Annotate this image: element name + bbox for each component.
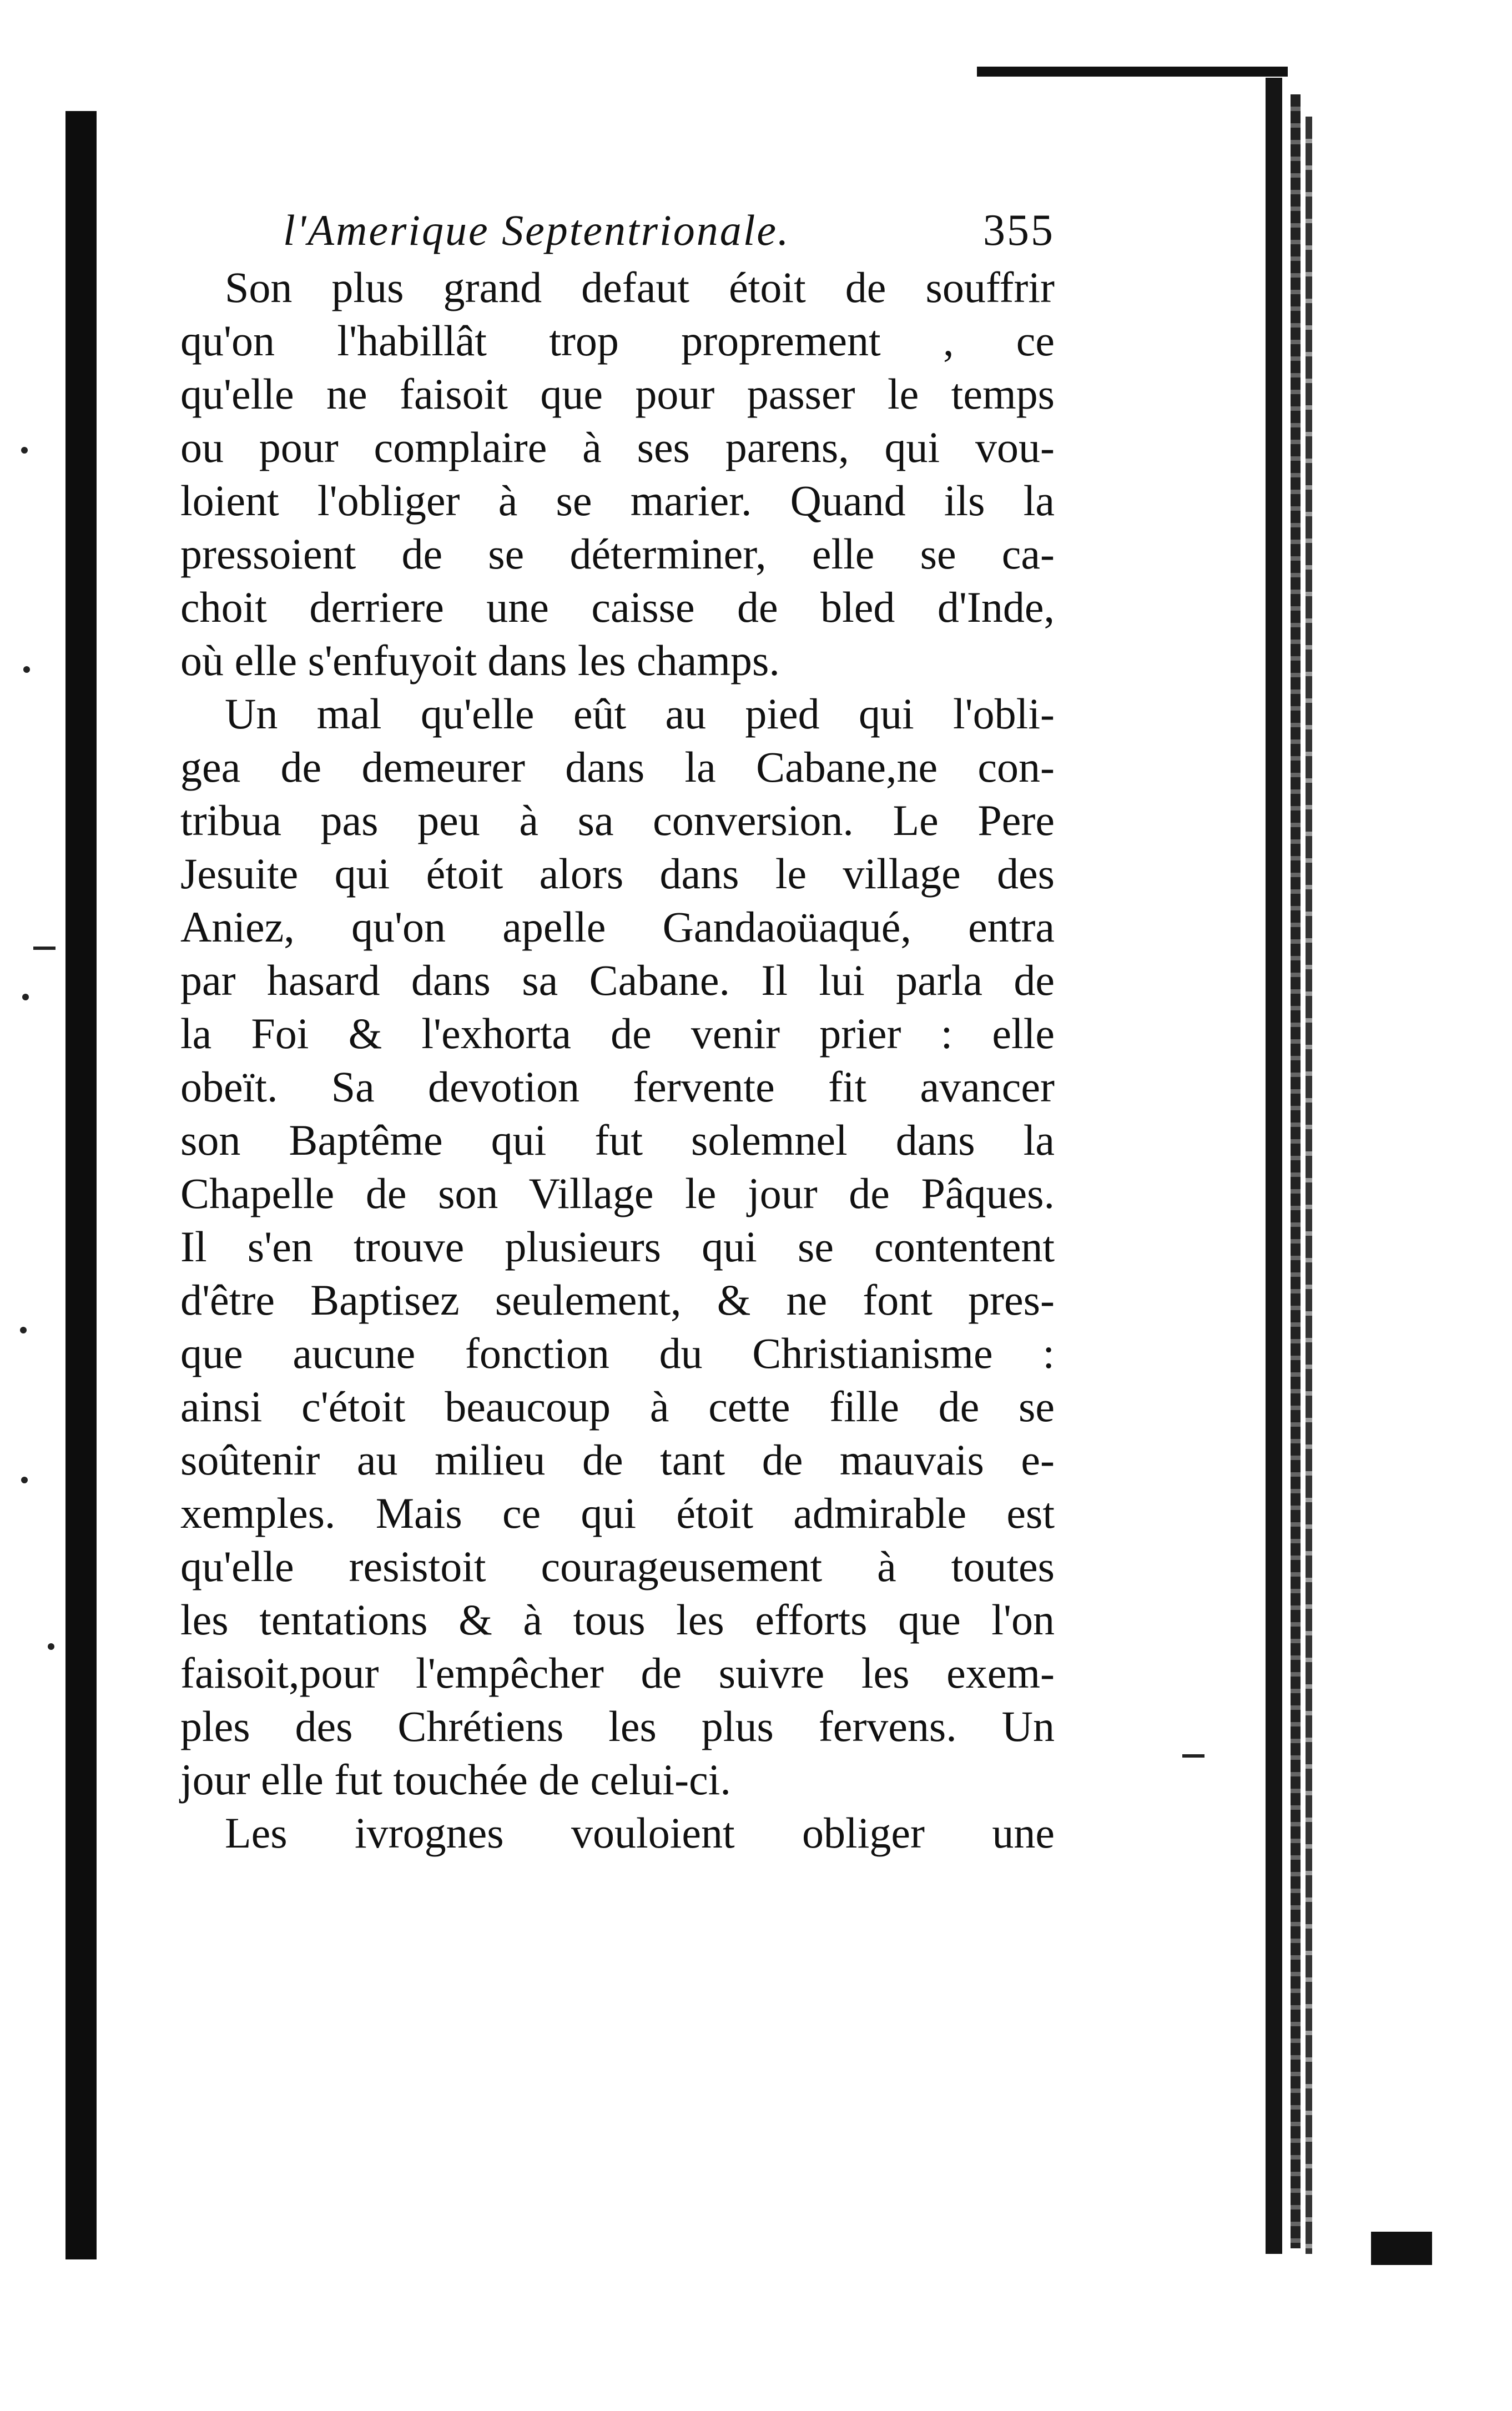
running-header	[180, 205, 1055, 261]
bottom-edge-mark	[1371, 2232, 1432, 2265]
text-line: ou pour complaire à ses parens, qui vou-	[180, 423, 1055, 471]
text-line: gea de demeurer dans la Cabane,ne con-	[180, 743, 1055, 791]
text-line: d'être Baptisez seulement, & ne font pres-	[180, 1276, 1055, 1324]
text-line: obeït. Sa devotion fervente fit avancer	[180, 1063, 1055, 1111]
text-line: choit derriere une caisse de bled d'Inde,	[180, 583, 1055, 631]
text-line: que aucune fonction du Christianisme :	[180, 1329, 1055, 1377]
page-edge-right	[1266, 78, 1282, 2254]
binding-shadow-left	[65, 111, 97, 2259]
text-line: qu'on l'habillât trop proprement , ce	[180, 316, 1055, 365]
text-line: par hasard dans sa Cabane. Il lui parla de	[180, 956, 1055, 1004]
text-line: qu'elle resistoit courageusement à toutes	[180, 1542, 1055, 1590]
page-number: 355	[983, 206, 1055, 255]
text-line: Chapelle de son Village le jour de Pâques.	[180, 1169, 1055, 1217]
text-line: soûtenir au milieu de tant de mauvais e-	[180, 1436, 1055, 1484]
text-line: son Baptême qui fut solemnel dans la	[180, 1116, 1055, 1164]
ink-speck	[48, 1643, 54, 1650]
text-line: xemples. Mais ce qui étoit admirable est	[180, 1489, 1055, 1537]
ink-speck	[21, 1477, 28, 1483]
text-line: Les ivrognes vouloient obliger une	[225, 1809, 1055, 1857]
text-line: Aniez, qu'on apelle Gandaoüaqué, entra	[180, 903, 1055, 951]
text-line: ples des Chrétiens les plus fervens. Un	[180, 1702, 1055, 1750]
text-line: la Foi & l'exhorta de venir prier : elle	[180, 1009, 1055, 1058]
text-line: tribua pas peu à sa conversion. Le Pere	[180, 796, 1055, 844]
running-title: l'Amerique Septentrionale.	[283, 206, 790, 254]
text-line: Jesuite qui étoit alors dans le village des	[180, 849, 1055, 898]
text-line: jour elle fut touchée de celui-ci.	[180, 1755, 731, 1804]
text-line: Il s'en trouve plusieurs qui se contentent	[180, 1222, 1055, 1271]
text-line: Un mal qu'elle eût au pied qui l'obli-	[225, 689, 1055, 738]
ink-dash	[33, 947, 56, 950]
ink-speck	[23, 666, 30, 673]
page-edge-right-stack	[1291, 94, 1301, 2248]
ink-speck	[21, 447, 28, 454]
text-line: ainsi c'étoit beaucoup à cette fille de se	[180, 1382, 1055, 1431]
text-line: Son plus grand defaut étoit de souffrir	[225, 263, 1055, 311]
page-edge-right-stack-outer	[1306, 117, 1312, 2254]
ink-dash	[1182, 1754, 1204, 1758]
text-line: où elle s'enfuyoit dans les champs.	[180, 636, 780, 684]
text-line: les tentations & à tous les efforts que l'on	[180, 1595, 1055, 1644]
text-line: faisoit,pour l'empêcher de suivre les exem-	[180, 1649, 1055, 1697]
ink-speck	[22, 994, 29, 1000]
top-edge-rule	[977, 67, 1288, 77]
ink-speck	[20, 1327, 27, 1333]
page-text	[180, 205, 1055, 1860]
text-line: qu'elle ne faisoit que pour passer le temps	[180, 370, 1055, 418]
text-line: loient l'obliger à se marier. Quand ils la	[180, 476, 1055, 525]
text-line: pressoient de se déterminer, elle se ca-	[180, 530, 1055, 578]
